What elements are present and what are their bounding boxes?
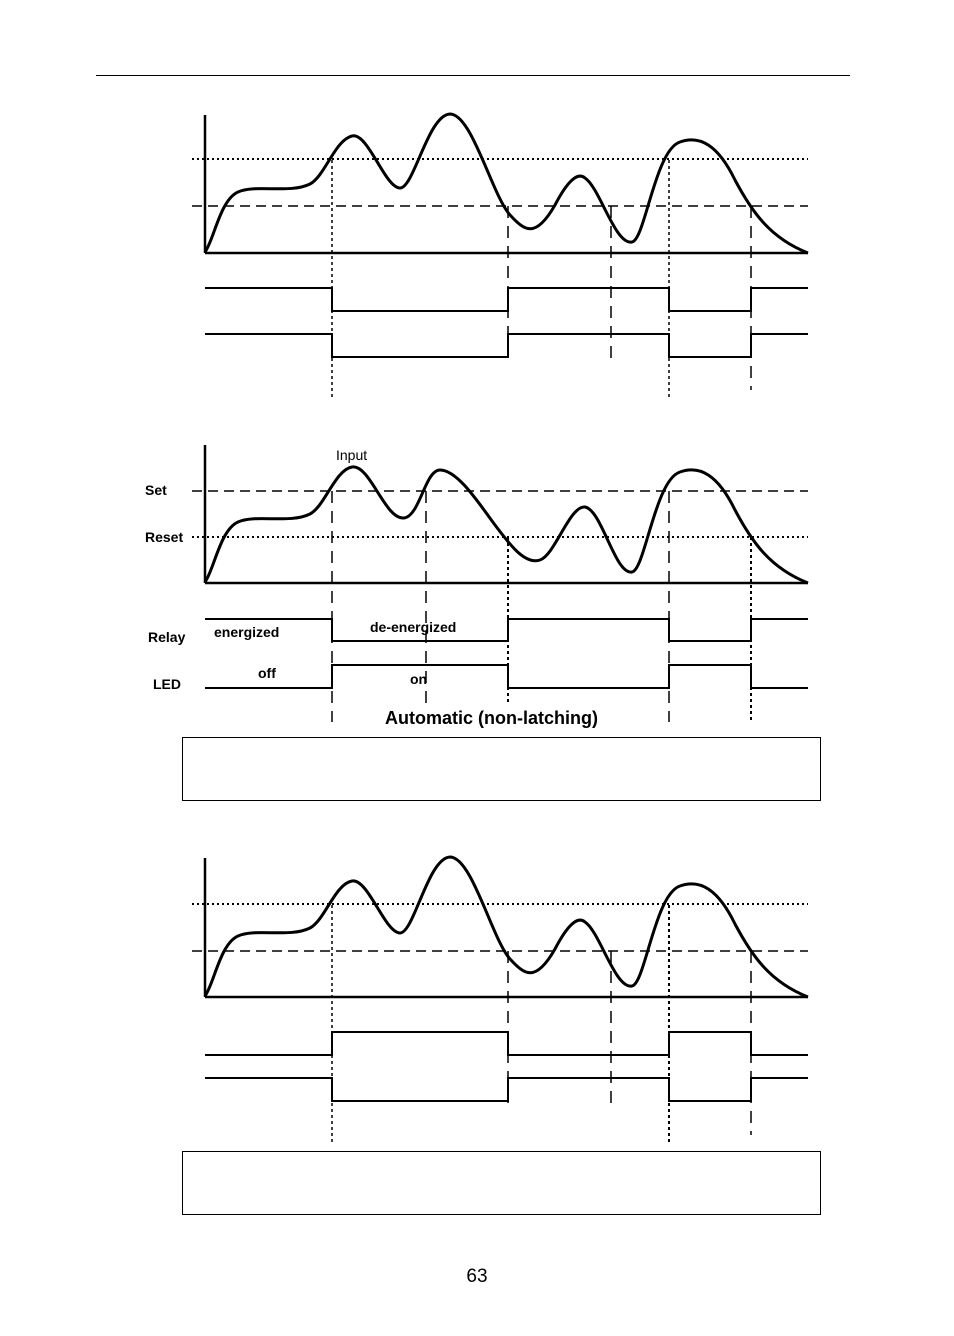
on-label: on <box>410 671 428 687</box>
de-energized-label: de-energized <box>370 619 457 635</box>
energized-label: energized <box>214 624 280 640</box>
relay-label: Relay <box>148 629 186 645</box>
axis-group <box>205 858 808 997</box>
timing-diagram-2 <box>0 440 954 735</box>
event-markers <box>332 160 751 398</box>
caption-box-1 <box>182 737 821 801</box>
relay-trace <box>205 619 808 641</box>
input-signal-curve <box>205 857 808 997</box>
relay-trace <box>205 1032 808 1055</box>
input-signal-curve <box>205 467 808 583</box>
axis-group <box>205 445 808 583</box>
led-trace <box>205 665 808 688</box>
set-label: Set <box>145 482 167 498</box>
header-rule <box>96 75 850 76</box>
led-trace <box>205 1078 808 1101</box>
off-label: off <box>258 665 276 681</box>
led-label: LED <box>153 676 181 692</box>
reset-label: Reset <box>145 529 184 545</box>
axis-group <box>205 115 808 253</box>
timing-diagram-3 <box>0 845 954 1150</box>
input-signal-curve <box>205 114 808 253</box>
input-label: Input <box>336 447 368 463</box>
led-trace <box>205 334 808 357</box>
mode-title: Automatic (non-latching) <box>385 708 598 728</box>
timing-diagram-1 <box>0 100 954 410</box>
event-markers <box>332 905 751 1143</box>
caption-box-2 <box>182 1151 821 1215</box>
page-number: 63 <box>466 1266 488 1287</box>
relay-trace <box>205 288 808 311</box>
